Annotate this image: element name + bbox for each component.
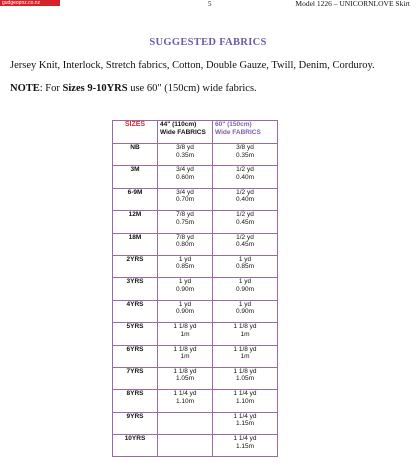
note-label: NOTE	[10, 83, 40, 94]
meter-value: 1.15m	[235, 442, 255, 450]
yardage-value: 1 1/8 yd	[173, 345, 197, 353]
note-suffix: use 60" (150cm) wide fabrics.	[127, 83, 257, 94]
yardage-value: 3/8 yd	[176, 144, 194, 151]
yardage-value: 1 1/8 yd	[233, 323, 257, 331]
size-cell: 6-9M	[113, 188, 158, 210]
w60-cell	[213, 188, 278, 210]
size-cell: 7YRS	[113, 367, 158, 389]
yardage-value: 1 1/8 yd	[233, 345, 257, 353]
yardage-value: 1 yd	[178, 300, 192, 308]
size-cell: 9YRS	[113, 412, 158, 434]
table-row	[113, 255, 278, 277]
yardage-value: 7/8 yd	[176, 211, 194, 219]
yardage-value: 1 1/8 yd	[233, 367, 257, 375]
w60-cell	[213, 300, 278, 322]
meter-value: 1.10m	[235, 397, 255, 405]
yardage-value: 1 1/4 yd	[173, 390, 197, 398]
size-cell: 3YRS	[113, 278, 158, 300]
w60-cell	[213, 144, 278, 166]
meter-value: 0.90m	[175, 285, 195, 293]
section-title: SUGGESTED FABRICS	[149, 37, 267, 48]
yardage-value: 1 1/8 yd	[173, 323, 197, 331]
meter-value: 1m	[240, 353, 250, 361]
table-row	[113, 233, 278, 255]
w44-cell	[158, 345, 213, 367]
w44-cell	[158, 412, 213, 434]
yardage-value: 1/2 yd	[236, 166, 254, 174]
w60-cell	[213, 255, 278, 277]
meter-value: 0.80m	[175, 241, 195, 249]
yardage-value: 1/2 yd	[236, 188, 254, 196]
table-row	[113, 144, 278, 166]
table-row	[113, 367, 278, 389]
yardage-value: 3/4 yd	[176, 166, 194, 174]
meter-value: 0.35m	[175, 151, 195, 159]
header-60-top: 60" (150cm)	[215, 121, 252, 128]
meter-value: 0.85m	[235, 263, 255, 271]
yardage-value: 1 yd	[178, 255, 192, 263]
note-sizes: Sizes 9-10YRS	[62, 83, 128, 94]
brand-logo: gudgeopnz.co.nz	[0, 0, 60, 6]
table-row	[113, 345, 278, 367]
w44-cell	[158, 390, 213, 412]
yardage-table	[112, 120, 278, 457]
w60-cell	[213, 278, 278, 300]
w44-cell	[158, 144, 213, 166]
yardage-value: 1 yd	[178, 278, 192, 286]
size-cell: 4YRS	[113, 300, 158, 322]
model-title: Model 1226 – UNICORNLOVE Skirt	[295, 0, 410, 8]
size-cell: 8YRS	[113, 390, 158, 412]
yardage-value: 3/4 yd	[176, 188, 194, 196]
header-44-top: 44" (110cm)	[160, 121, 197, 128]
w60-cell	[213, 323, 278, 345]
header-sizes: SIZES	[113, 121, 158, 144]
table-row	[113, 390, 278, 412]
table-row	[113, 278, 278, 300]
meter-value: 0.75m	[175, 218, 195, 226]
meter-value: 1m	[180, 330, 190, 338]
yardage-value: 1 1/4 yd	[233, 412, 257, 420]
w60-cell	[213, 435, 278, 457]
page-number: 5	[208, 0, 212, 8]
header-44-bottom: Wide FABRICS	[160, 128, 206, 136]
table-row	[113, 435, 278, 457]
w60-cell	[213, 211, 278, 233]
meter-value: 0.90m	[235, 308, 255, 316]
w60-cell	[213, 412, 278, 434]
yardage-value: 1/2 yd	[236, 211, 254, 219]
size-cell: 6YRS	[113, 345, 158, 367]
w60-cell	[213, 390, 278, 412]
meter-value: 0.90m	[175, 308, 195, 316]
yardage-value: 1 yd	[238, 300, 252, 308]
w60-cell	[213, 367, 278, 389]
table-row	[113, 166, 278, 188]
meter-value: 0.40m	[235, 196, 255, 204]
size-cell: 3M	[113, 166, 158, 188]
yardage-value: 7/8 yd	[176, 233, 194, 241]
w44-cell	[158, 188, 213, 210]
w60-cell	[213, 166, 278, 188]
table-row	[113, 412, 278, 434]
note-line	[10, 83, 257, 94]
yardage-value: 1 yd	[238, 278, 252, 286]
w44-cell	[158, 323, 213, 345]
yardage-value: 1 1/4 yd	[233, 435, 257, 443]
meter-value: 1.15m	[235, 420, 255, 428]
w44-cell	[158, 166, 213, 188]
w60-cell	[213, 345, 278, 367]
table-header-row	[113, 121, 278, 144]
w44-cell	[158, 255, 213, 277]
size-cell: 5YRS	[113, 323, 158, 345]
header-60-bottom: Wide FABRICS	[215, 128, 261, 136]
size-cell: 18M	[113, 233, 158, 255]
meter-value: 1m	[180, 353, 190, 361]
w44-cell	[158, 233, 213, 255]
meter-value: 1m	[240, 330, 250, 338]
meter-value: 0.70m	[175, 196, 195, 204]
yardage-value: 1/2 yd	[236, 233, 254, 241]
meter-value: 0.35m	[235, 151, 255, 159]
meter-value: 0.40m	[235, 173, 255, 181]
size-cell: 12M	[113, 211, 158, 233]
yardage-value: 3/8 yd	[236, 144, 254, 151]
table-row	[113, 211, 278, 233]
w44-cell	[158, 435, 213, 457]
note-prefix: : For	[39, 83, 63, 94]
w60-cell	[213, 233, 278, 255]
meter-value: 0.85m	[175, 263, 195, 271]
yardage-value: 1 1/4 yd	[233, 390, 257, 398]
meter-value: 0.45m	[235, 241, 255, 249]
size-cell: 2YRS	[113, 255, 158, 277]
meter-value: 1.05m	[175, 375, 195, 383]
w44-cell	[158, 367, 213, 389]
table-body	[113, 144, 278, 457]
meter-value: 0.90m	[235, 285, 255, 293]
table-row	[113, 188, 278, 210]
w44-cell	[158, 300, 213, 322]
meter-value: 0.60m	[175, 173, 195, 181]
size-cell: NB	[113, 144, 158, 166]
table-row	[113, 323, 278, 345]
header-60-wide	[213, 121, 278, 144]
yardage-value: 1 yd	[238, 255, 252, 263]
yardage-value: 1 1/8 yd	[173, 367, 197, 375]
meter-value: 0.45m	[235, 218, 255, 226]
w44-cell	[158, 278, 213, 300]
meter-value: 1.05m	[235, 375, 255, 383]
header-44-wide	[158, 121, 213, 144]
fabric-list: Jersey Knit, Interlock, Stretch fabrics, Cotton, Double Gauze, Twill, Denim, Corduroy.	[10, 60, 375, 71]
size-cell: 10YRS	[113, 435, 158, 457]
meter-value: 1.10m	[175, 397, 195, 405]
w44-cell	[158, 211, 213, 233]
table-row	[113, 300, 278, 322]
